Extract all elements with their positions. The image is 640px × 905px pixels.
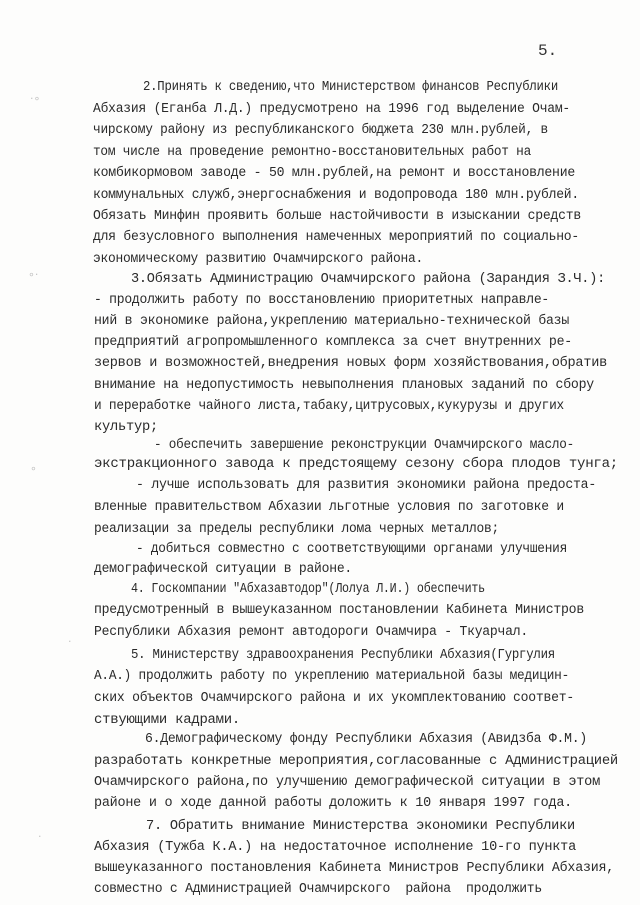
text-line: реализации за пределы республики лома черных металлов; — [94, 521, 499, 537]
text-line: совместно с Администрацией Очамчирского района продолжить — [94, 881, 542, 897]
text-line: Очамчирского района,по улучшению демографической ситуации в этом — [94, 774, 600, 790]
text-line: зервов и возможностей,внедрения новых форм хозяйствования,обратив — [94, 355, 607, 371]
text-line: ствующими кадрами. — [94, 712, 240, 728]
text-line: - лучше использовать для развития экономики района предоста- — [136, 477, 596, 493]
text-line: районе и о ходе данной работы доложить к 10 января 1997 года. — [94, 795, 572, 811]
text-line: 2.Принять к сведению,что Министерством финансов Республики — [143, 79, 558, 95]
text-line: вышеуказанного постановления Кабинета Министров Республики Абхазия, — [94, 860, 614, 876]
margin-smudge: · — [38, 830, 42, 843]
text-line: и переработке чайного листа,табаку,цитрусовых,кукурузы и других — [94, 398, 564, 414]
text-line: Абхазия (Еганба Л.Д.) предусмотрено на 1996 год выделение Очам- — [93, 101, 570, 117]
page-number: 5. — [538, 42, 558, 60]
text-line: комбикормовом заводе - 50 млн.рублей,на ремонт и восстановление — [93, 165, 575, 181]
margin-smudge: ∘· — [28, 268, 39, 281]
text-line: - обеспечить завершение реконструкции Очамчирского масло- — [154, 437, 574, 453]
margin-smudge: · — [68, 635, 72, 648]
text-line: 7. Обратить внимание Министерства экономики Республики — [146, 818, 575, 834]
text-line: вленные правительством Абхазии льготные условия по заготовке и — [94, 499, 564, 515]
text-line: предприятий агропромышленного комплекса за счет внутренних ре- — [94, 334, 572, 350]
text-line: ний в экономике района,укреплению материально-технической базы — [94, 313, 569, 329]
text-line: 4. Госкомпании "Абхазавтодор"(Лолуа Л.И.) обеспечить — [131, 581, 485, 597]
margin-smudge: ·∘ — [30, 92, 41, 105]
text-line: культур; — [94, 419, 158, 435]
text-line: 5. Министерству здравоохранения Республики Абхазия(Гургулия — [131, 647, 555, 663]
text-line: разработать конкретные мероприятия,согласованные с Администрацией — [94, 753, 618, 769]
text-line: демографической ситуации в районе. — [94, 561, 352, 577]
text-line: предусмотренный в вышеуказанном постановлении Кабинета Министров — [94, 602, 584, 618]
text-line: 3.Обязать Администрацию Очамчирского района (Зарандия З.Ч.): — [131, 271, 605, 287]
margin-smudge: ∘ — [30, 462, 37, 475]
text-line: ских объектов Очамчирского района и их укомплектованию соответ- — [94, 690, 574, 706]
text-line: Абхазия (Тужба К.А.) на недостаточное исполнение 10-го пункта — [94, 839, 576, 855]
text-line: внимание на недопустимость невыполнения плановых заданий по сбору — [94, 377, 594, 393]
text-line: чирскому району из республиканского бюджета 230 млн.рублей, в — [93, 122, 548, 138]
text-line: для безусловного выполнения намеченных мероприятий по социально- — [93, 229, 579, 245]
text-line: 6.Демографическому фонду Республики Абхазия (Авидзба Ф.М.) — [145, 731, 587, 747]
text-line: Обязать Минфин проявить больше настойчивости в изыскании средств — [93, 208, 581, 224]
text-line: Республики Абхазия ремонт автодороги Очамчира - Ткуарчал. — [94, 624, 528, 640]
text-line: коммунальных служб,энергоснабжения и водопровода 180 млн.рублей. — [93, 187, 579, 203]
text-line: - добиться совместно с соответствующими органами улучшения — [136, 541, 567, 557]
text-line: - продолжить работу по восстановлению приоритетных направле- — [94, 292, 549, 308]
text-line: том числе на проведение ремонтно-восстановительных работ на — [93, 144, 531, 160]
text-line: А.А.) продолжить работу по укреплению материальной базы медицин- — [94, 668, 569, 684]
text-line: экономическому развитию Очамчирского района. — [93, 251, 423, 267]
text-line: экстракционного завода к предстоящему сезону сбора плодов тунга; — [94, 456, 618, 472]
